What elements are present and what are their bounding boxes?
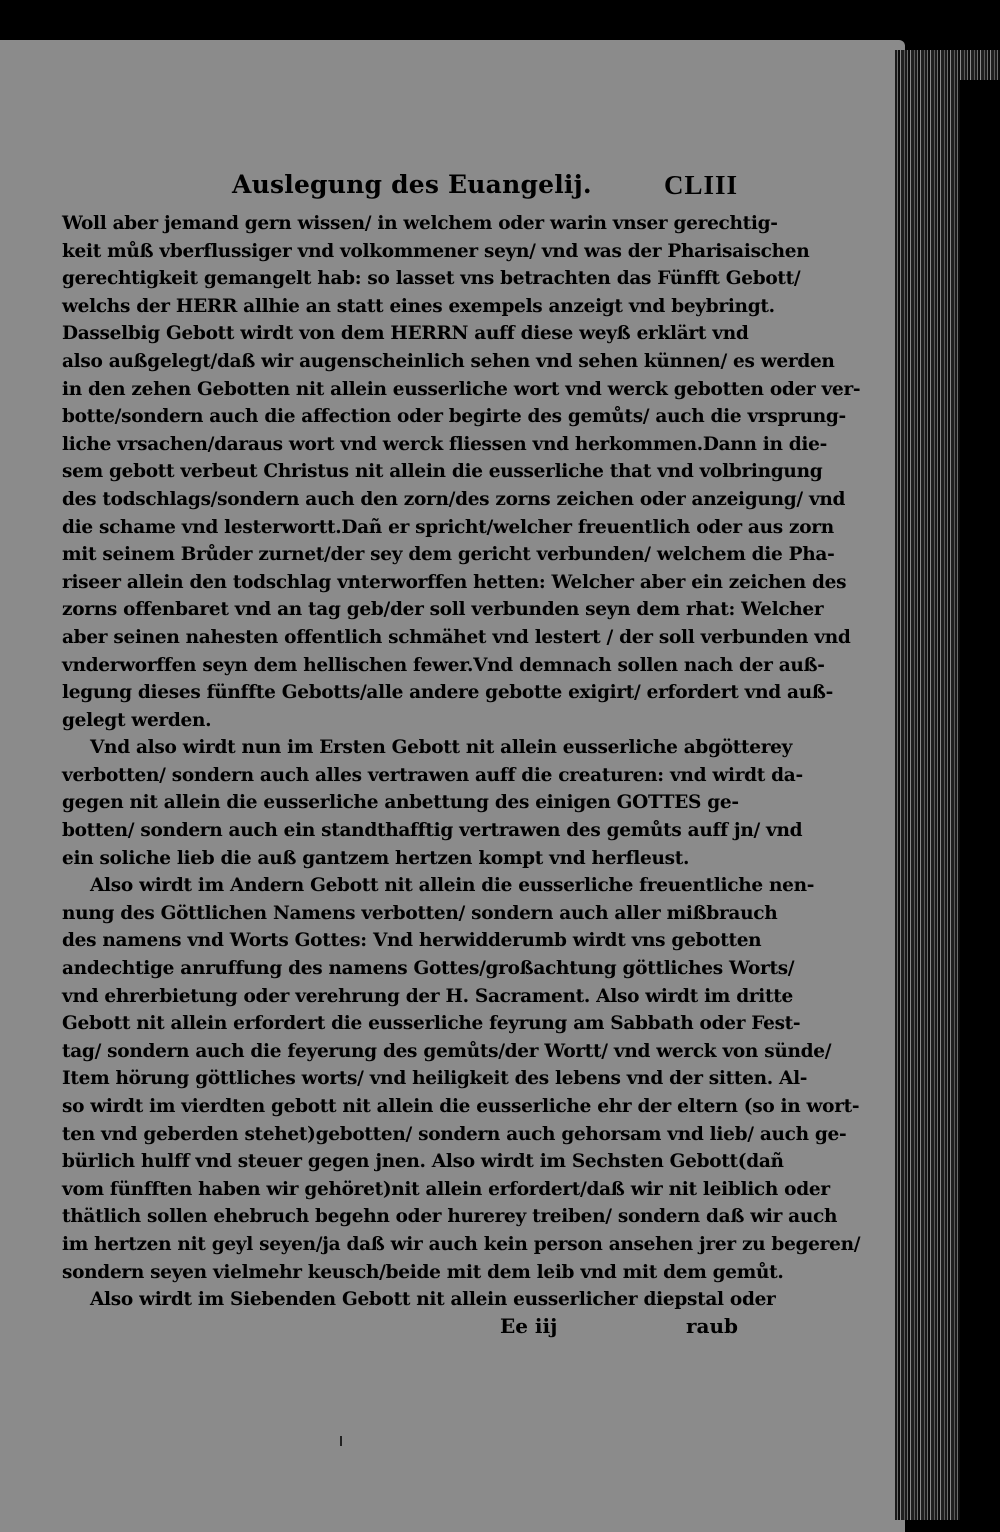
text-line: verbotten/ sondern auch alles vertrawen auff die creaturen: vnd wirdt da- — [62, 764, 803, 786]
text-line: thätlich sollen ehebruch begehn oder hurerey treiben/ sondern daß wir auch — [62, 1206, 838, 1228]
text-line: Gebott nit allein erfordert die eusserliche feyrung am Sabbath oder Fest- — [62, 1013, 801, 1035]
text-line: also außgelegt/daß wir augenscheinlich sehen vnd sehen künnen/ es werden — [62, 350, 835, 372]
page-header — [62, 170, 738, 208]
text-line: im hertzen nit geyl seyen/ja daß wir auch kein person ansehen jrer zu begeren/ — [62, 1233, 861, 1255]
page-footer — [62, 1314, 738, 1344]
text-line: in den zehen Gebotten nit allein eusserliche wort vnd werck gebotten oder ver- — [62, 378, 861, 400]
text-line: andechtige anruffung des namens Gottes/großachtung göttliches Worts/ — [62, 958, 795, 980]
text-line: botte/sondern auch die affection oder begirte des gemůts/ auch die vrsprung- — [62, 406, 846, 428]
text-line: vom fünfften haben wir gehöret)nit allein erfordert/daß wir nit leiblich oder — [62, 1178, 830, 1200]
text-line: gelegt werden. — [62, 709, 212, 731]
text-line: sem gebott verbeut Christus nit allein die eusserliche that vnd volbringung — [62, 461, 823, 483]
text-line: welchs der HERR allhie an statt eines exempels anzeigt vnd beybringt. — [62, 295, 775, 317]
text-line: legung dieses fünffte Gebotts/alle andere gebotte exigirt/ erfordert vnd auß- — [62, 682, 833, 704]
text-line: Also wirdt im Andern Gebott nit allein die eusserliche freuentliche nen- — [90, 875, 815, 897]
text-line: Vnd also wirdt nun im Ersten Gebott nit allein eusserliche abgötterey — [90, 737, 793, 759]
page-edge-shadow — [960, 80, 1000, 1520]
text-line: vnderworffen seyn dem hellischen fewer.Vnd demnach sollen nach der auß- — [62, 654, 825, 676]
text-line: sondern seyen vielmehr keusch/beide mit dem leib vnd mit dem gemůt. — [62, 1261, 784, 1283]
text-line: zorns offenbaret vnd an tag geb/der soll verbunden seyn dem rhat: Welcher — [62, 599, 824, 621]
text-line: tag/ sondern auch die feyerung des gemůts/der Wortt/ vnd werck von sünde/ — [62, 1040, 832, 1062]
text-line: botten/ sondern auch ein standthafftig vertrawen des gemůts auff jn/ vnd — [62, 820, 803, 842]
paragraph — [62, 1286, 776, 1314]
text-line: Dasselbig Gebott wirdt von dem HERRN auff diese weyß erklärt vnd — [62, 323, 749, 345]
running-head: Auslegung des Euangelij. — [232, 170, 592, 199]
paragraph — [62, 734, 803, 872]
text-block — [62, 170, 861, 1344]
text-line: Also wirdt im Siebenden Gebott nit allein eusserlicher diepstal oder — [90, 1289, 776, 1311]
folio-number: CLIII — [663, 170, 738, 200]
text-line: des namens vnd Worts Gottes: Vnd herwidderumb wirdt vns gebotten — [62, 930, 762, 952]
text-line: des todschlags/sondern auch den zorn/des zorns zeichen oder anzeigung/ vnd — [62, 488, 846, 510]
paragraph — [62, 210, 861, 734]
text-line: Item hörung göttliches worts/ vnd heiligkeit des lebens vnd der sitten. Al- — [62, 1068, 808, 1090]
text-line: so wirdt im vierdten gebott nit allein die eusserliche ehr der eltern (so in wort- — [62, 1096, 860, 1117]
text-line: ten vnd geberden stehet)gebotten/ sondern auch gehorsam vnd lieb/ auch ge- — [62, 1123, 847, 1145]
page-speck — [340, 1436, 342, 1446]
text-line: die schame vnd lesterwortt.Dañ er spricht/welcher freuentlich oder aus zorn — [62, 516, 834, 538]
text-line: Woll aber jemand gern wissen/ in welchem oder warin vnser gerechtig- — [62, 213, 778, 234]
text-line: vnd ehrerbietung oder verehrung der H. Sacrament. Also wirdt im dritte — [62, 985, 793, 1007]
text-line: aber seinen nahesten offentlich schmähet vnd lestert / der soll verbunden vnd — [62, 626, 851, 648]
text-line: riseer allein den todschlag vnterworffen hetten: Welcher aber ein zeichen des — [62, 571, 847, 593]
text-line: nung des Göttlichen Namens verbotten/ sondern auch aller mißbrauch — [62, 902, 778, 924]
text-line: liche vrsachen/daraus wort vnd werck fliessen vnd herkommen.Dann in die- — [62, 433, 827, 455]
catchword: raub — [685, 1313, 738, 1338]
signature-mark: Ee iij — [500, 1313, 558, 1338]
text-line: gerechtigkeit gemangelt hab: so lasset vns betrachten das Fünfft Gebott/ — [62, 268, 801, 290]
text-line: bürlich hulff vnd steuer gegen jnen. Also wirdt im Sechsten Gebott(dañ — [62, 1151, 784, 1173]
text-line: gegen nit allein die eusserliche anbettung des einigen GOTTES ge- — [62, 792, 739, 814]
paragraph — [62, 872, 861, 1286]
text-line: mit seinem Brůder zurnet/der sey dem gericht verbunden/ welchem die Pha- — [62, 544, 835, 566]
text-line: ein soliche lieb die auß gantzem hertzen kompt vnd herfleust. — [62, 847, 690, 869]
body-text — [62, 210, 861, 1314]
text-line: keit můß vberflussiger vnd volkommener seyn/ vnd was der Pharisaischen — [62, 240, 810, 262]
